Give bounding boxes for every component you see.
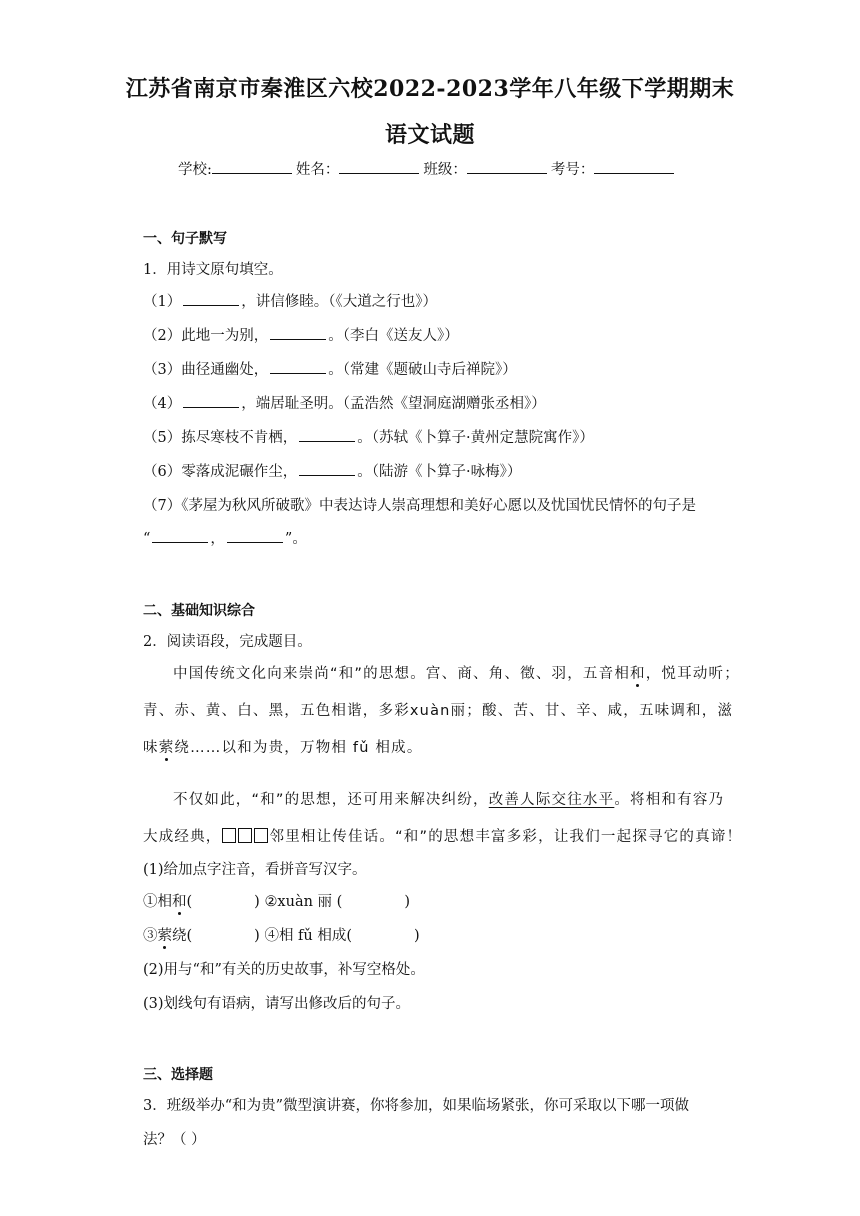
passage-line xyxy=(143,825,742,846)
fill-item-text: （1） xyxy=(143,294,182,310)
fill-blank[interactable] xyxy=(270,359,326,374)
dotted-char: 萦 xyxy=(157,928,172,944)
section-heading-3: 三、选择题 xyxy=(143,1067,213,1083)
fill-item-text: 。（李白《送友人》） xyxy=(328,328,459,344)
fill-item-5 xyxy=(143,426,594,447)
subquestion-1-answers-a xyxy=(143,890,410,911)
subquestion-1: (1)给加点字注音，看拼音写汉字。 xyxy=(143,862,367,878)
question-2: 2．阅读语段，完成题目。 xyxy=(143,634,312,650)
school-blank[interactable] xyxy=(212,159,292,174)
student-info-row xyxy=(178,158,678,179)
question-3-line1: 3．班级举办“和为贵”微型演讲赛，你将参加，如果临场紧张，你可采取以下哪一项做 xyxy=(143,1098,690,1114)
fill-blank[interactable] xyxy=(270,325,326,340)
fill-item-text: （4） xyxy=(143,396,182,412)
subquestion-1-answers-b xyxy=(143,924,420,945)
passage-text: 大成经典， xyxy=(143,829,222,845)
dotted-char: 和 xyxy=(172,894,187,910)
passage-line xyxy=(143,736,423,757)
fill-item-text: ，讲信修睦。（《大道之行也》） xyxy=(241,294,437,310)
subquestion-2: (2)用与“和”有关的历史故事，补写空格处。 xyxy=(143,962,425,978)
section-heading-1: 一、句子默写 xyxy=(143,231,227,247)
passage-line: 青、赤、黄、白、黑，五色相谐，多彩xuàn丽；酸、苦、甘、辛、咸，五味调和，滋 xyxy=(143,703,734,719)
fill-item-6 xyxy=(143,460,521,481)
question-3-line2: 法？（ ） xyxy=(143,1132,206,1148)
fill-blank[interactable] xyxy=(299,461,355,476)
fill-item-7-line2 xyxy=(143,527,307,548)
fill-item-text: ，端居耻圣明。（孟浩然《望洞庭湖赠张丞相》） xyxy=(241,396,546,412)
fill-item-text: 。（陆游《卜算子·咏梅》） xyxy=(357,464,522,480)
section-heading-2: 二、基础知识综合 xyxy=(143,603,255,619)
fill-item-4 xyxy=(143,392,546,413)
passage-text: 不仅如此，“和”的思想，还可用来解决纠纷， xyxy=(173,792,489,808)
class-blank[interactable] xyxy=(467,159,547,174)
exam-no-label: 考号： xyxy=(550,162,595,178)
fill-item-text: （2）此地一为别， xyxy=(143,328,269,344)
subquestion-3: (3)划线句有语病，请写出修改后的句子。 xyxy=(143,996,411,1012)
answer-label: ①相 xyxy=(143,894,172,910)
school-label: 学校: xyxy=(178,162,212,178)
passage-text: 绕……以和为贵，万物相 fǔ 相成。 xyxy=(174,740,423,756)
fill-item-text: “ xyxy=(143,531,151,547)
fill-blank[interactable] xyxy=(152,528,208,543)
passage-text: ，悦耳动听； xyxy=(645,666,740,682)
name-label: 姓名： xyxy=(295,162,340,178)
exam-title-line1: 江苏省南京市秦淮区六校2022-2023学年八年级下学期期末 xyxy=(125,76,735,102)
fill-blank[interactable] xyxy=(227,528,283,543)
answer-label: ③ xyxy=(143,928,158,944)
passage-text: 。将相和有容乃 xyxy=(614,792,725,808)
fill-item-text: ， xyxy=(210,531,225,547)
underlined-sentence: 改善人际交往水平 xyxy=(488,792,615,808)
answer-label: ) ②xuàn 丽 ( xyxy=(254,894,343,910)
exam-title-line2: 语文试题 xyxy=(384,122,475,148)
fill-blank[interactable] xyxy=(183,291,239,306)
answer-label: ) xyxy=(414,928,420,944)
passage-text: 味 xyxy=(143,740,159,756)
fill-item-text: （6）零落成泥碾作尘， xyxy=(143,464,298,480)
question-1: 1．用诗文原句填空。 xyxy=(143,262,283,278)
fill-item-text: （3）曲径通幽处， xyxy=(143,362,269,378)
fill-item-text: ”。 xyxy=(284,531,307,547)
fill-item-text: 。（常建《题破山寺后禅院》） xyxy=(328,362,517,378)
class-label: 班级： xyxy=(423,162,467,178)
name-blank[interactable] xyxy=(339,159,419,174)
exam-no-blank[interactable] xyxy=(594,159,674,174)
dotted-char: 萦 xyxy=(158,740,175,756)
fill-item-1 xyxy=(143,290,437,311)
fill-item-text: （5）拣尽寒枝不肯栖， xyxy=(143,430,298,446)
fill-item-2 xyxy=(143,324,459,345)
blank-box[interactable] xyxy=(222,828,236,843)
fill-item-3 xyxy=(143,358,517,379)
blank-box[interactable] xyxy=(254,828,268,843)
passage-line xyxy=(173,788,724,809)
answer-label: 绕( xyxy=(172,928,193,944)
fill-item-7-line1: （7）《茅屋为秋风所破歌》中表达诗人崇高理想和美好心愿以及忧国忧民情怀的句子是 xyxy=(143,498,696,514)
passage-line xyxy=(173,662,740,683)
fill-blank[interactable] xyxy=(299,427,355,442)
fill-blank[interactable] xyxy=(183,393,239,408)
answer-label: ( xyxy=(186,894,193,910)
passage-text: 中国传统文化向来崇尚“和”的思想。宫、商、角、徵、羽，五音相 xyxy=(173,666,631,682)
fill-item-text: 。（苏轼《卜算子·黄州定慧院寓作》） xyxy=(357,430,594,446)
dotted-char: 和 xyxy=(630,666,646,682)
answer-label: ) ④相 fǔ 相成( xyxy=(254,928,353,944)
answer-label: ) xyxy=(404,894,410,910)
passage-text: 邻里相让传佳话。“和”的思想丰富多彩，让我们一起探寻它的真谛！ xyxy=(269,829,743,845)
blank-box[interactable] xyxy=(238,828,252,843)
